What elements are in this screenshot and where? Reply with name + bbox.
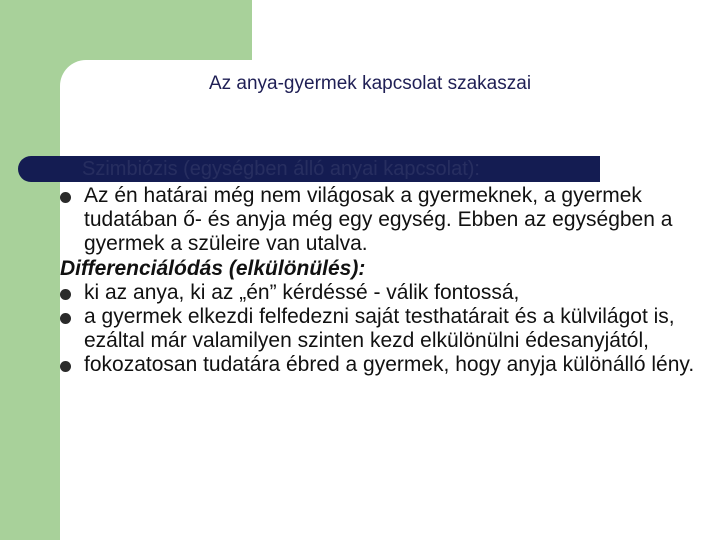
section-header-bar bbox=[18, 156, 600, 182]
bullet-item bbox=[60, 184, 710, 256]
bullet-dot-icon bbox=[60, 361, 71, 372]
bullet-item bbox=[60, 305, 710, 353]
bullet-dot-icon bbox=[60, 289, 71, 300]
section-heading: Differenciálódás (elkülönülés): bbox=[60, 257, 366, 280]
bullet-item bbox=[60, 281, 710, 305]
bullet-item bbox=[60, 353, 710, 377]
bullet-text: a gyermek elkezdi felfedezni saját testhatárait és a külvilágot is, ezáltal már valamilyen szinten kezd elkülönülni édesanyjától, bbox=[84, 305, 675, 352]
bullet-dot-icon bbox=[60, 192, 71, 203]
section-header-text: Szimbiózis (egységben álló anyai kapcsolat): bbox=[82, 158, 480, 180]
bullet-text: ki az anya, ki az „én” kérdéssé - válik fontossá, bbox=[84, 281, 520, 304]
slide-title: Az anya-gyermek kapcsolat szakaszai bbox=[208, 73, 532, 94]
bullet-dot-icon bbox=[60, 313, 71, 324]
slide-body bbox=[60, 184, 710, 377]
bullet-text: fokozatosan tudatára ébred a gyermek, hogy anyja különálló lény. bbox=[84, 353, 695, 376]
bullet-text: Az én határai még nem világosak a gyermeknek, a gyermek tudatában ő- és anyja még egy egység. Ebben az egységben a gyermek a szüleire van utalva. bbox=[84, 184, 673, 255]
